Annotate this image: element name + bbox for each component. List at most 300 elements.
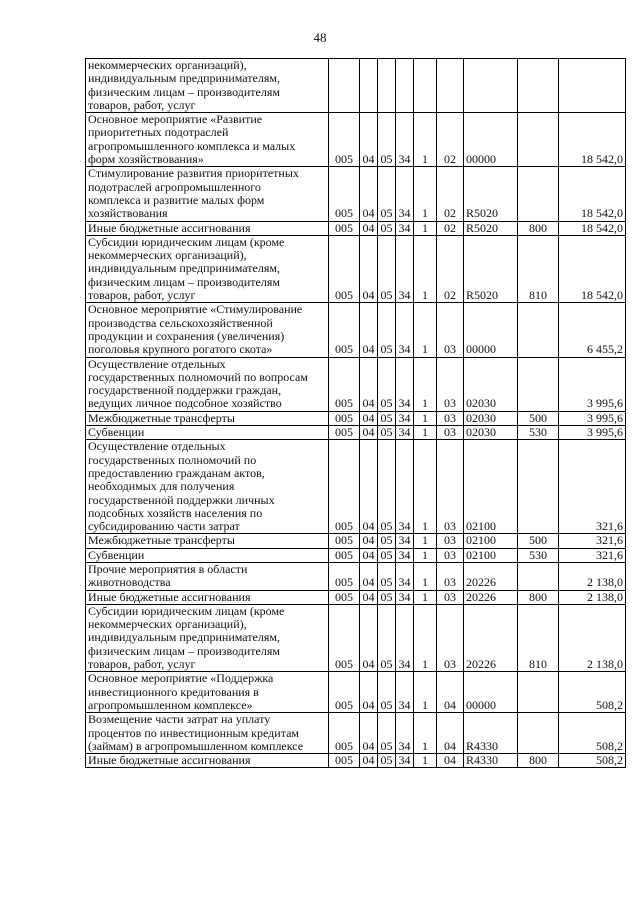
cell-direction-code-text: 00000: [466, 697, 496, 712]
cell-subsection-code: [378, 235, 396, 302]
cell-subprogram-code: [414, 303, 437, 357]
cell-direction-code: [464, 426, 518, 440]
cell-main-activity-code: [437, 411, 464, 425]
cell-main-activity-code-text: 03: [444, 342, 456, 357]
cell-subprogram-code-text: 1: [422, 396, 428, 411]
cell-main-activity-code: [437, 59, 464, 113]
cell-amount: [559, 562, 626, 590]
cell-subprogram-code: [414, 440, 437, 534]
cell-subprogram-code-text: 1: [422, 206, 428, 221]
cell-direction-code-text: 20226: [466, 657, 496, 672]
cell-subprogram-code-text: 1: [422, 657, 428, 672]
budget-table-body: [86, 59, 626, 768]
cell-admin-code-text: 005: [335, 533, 353, 548]
cell-direction-code: [464, 562, 518, 590]
cell-expense-type-code: [518, 411, 559, 425]
row-name-text: Субвенции: [88, 425, 145, 440]
cell-expense-type-code: [518, 590, 559, 604]
cell-subsection-code: [378, 590, 396, 604]
cell-direction-code: [464, 113, 518, 167]
cell-program-code: [396, 440, 414, 534]
cell-program-code-text: 34: [398, 533, 411, 548]
table-row: [86, 303, 626, 357]
cell-main-activity-code: [437, 672, 464, 713]
cell-section-code: [360, 113, 378, 167]
cell-main-activity-code: [437, 562, 464, 590]
cell-section-code: [360, 590, 378, 604]
cell-admin-code-text: 005: [335, 575, 353, 590]
cell-subsection-code: [378, 604, 396, 671]
cell-program-code-text: 34: [398, 738, 411, 753]
cell-amount: [559, 672, 626, 713]
cell-section-code: [360, 303, 378, 357]
cell-subsection-code-text: 05: [380, 342, 393, 357]
cell-program-code-text: 34: [398, 206, 411, 221]
cell-program-code: [396, 357, 414, 411]
cell-subprogram-code-text: 1: [422, 288, 428, 303]
cell-program-code: [396, 548, 414, 562]
cell-section-code: [360, 548, 378, 562]
budget-table: [85, 58, 626, 768]
row-name: [86, 604, 329, 671]
cell-expense-type-code-text: 810: [529, 288, 547, 303]
cell-expense-type-code: [518, 713, 559, 754]
cell-direction-code-text: 02030: [466, 410, 496, 425]
cell-program-code: [396, 534, 414, 548]
cell-subsection-code-text: 05: [380, 547, 393, 562]
row-name-text: Осуществление отдельных государственных полномочий по предоставлению гражданам актов, необходимых для получения государственной поддержки личных подсобных хозяйств населения по субсидированию части затрат: [88, 439, 275, 534]
cell-amount-text: 18 542,0: [581, 152, 623, 167]
cell-admin-code: [329, 440, 360, 534]
cell-admin-code: [329, 235, 360, 302]
cell-program-code: [396, 113, 414, 167]
cell-section-code-text: 04: [362, 425, 375, 440]
cell-subsection-code-text: 05: [380, 738, 393, 753]
cell-amount-text: 3 995,6: [587, 410, 623, 425]
cell-main-activity-code: [437, 534, 464, 548]
cell-subsection-code-text: 05: [380, 410, 393, 425]
cell-main-activity-code: [437, 426, 464, 440]
cell-direction-code-text: 00000: [466, 152, 496, 167]
cell-expense-type-code: [518, 167, 559, 221]
cell-direction-code: [464, 548, 518, 562]
cell-expense-type-code: [518, 604, 559, 671]
cell-amount-text: 508,2: [596, 738, 623, 753]
row-name: [86, 303, 329, 357]
cell-subprogram-code: [414, 534, 437, 548]
table-row: [86, 713, 626, 754]
cell-admin-code: [329, 113, 360, 167]
cell-expense-type-code-text: 800: [529, 589, 547, 604]
cell-admin-code: [329, 357, 360, 411]
cell-main-activity-code: [437, 754, 464, 768]
row-name: [86, 113, 329, 167]
cell-main-activity-code: [437, 167, 464, 221]
row-name: [86, 59, 329, 113]
cell-direction-code-text: R4330: [466, 753, 499, 768]
cell-program-code: [396, 562, 414, 590]
row-name-text: Прочие мероприятия в области животноводства: [88, 561, 248, 590]
cell-program-code-text: 34: [398, 396, 411, 411]
cell-main-activity-code: [437, 357, 464, 411]
cell-direction-code: [464, 604, 518, 671]
cell-program-code: [396, 235, 414, 302]
table-row: [86, 440, 626, 534]
row-name-text: Основное мероприятие «Поддержка инвестиционного кредитования в агропромышленном комплексе»: [88, 671, 274, 712]
cell-admin-code: [329, 754, 360, 768]
cell-admin-code-text: 005: [335, 589, 353, 604]
cell-program-code: [396, 167, 414, 221]
row-name: [86, 221, 329, 235]
cell-subprogram-code-text: 1: [422, 533, 428, 548]
cell-amount-text: 18 542,0: [581, 220, 623, 235]
cell-amount: [559, 713, 626, 754]
cell-subprogram-code: [414, 426, 437, 440]
cell-amount-text: 508,2: [596, 753, 623, 768]
cell-expense-type-code: [518, 221, 559, 235]
cell-subprogram-code: [414, 672, 437, 713]
cell-amount-text: 3 995,6: [587, 396, 623, 411]
cell-admin-code-text: 005: [335, 657, 353, 672]
cell-main-activity-code-text: 02: [444, 220, 456, 235]
cell-program-code: [396, 221, 414, 235]
cell-admin-code: [329, 548, 360, 562]
page-number: 48: [313, 30, 327, 45]
cell-expense-type-code-text: 800: [529, 753, 547, 768]
table-row: [86, 113, 626, 167]
cell-subprogram-code-text: 1: [422, 738, 428, 753]
cell-program-code-text: 34: [398, 152, 411, 167]
cell-amount: [559, 303, 626, 357]
cell-subprogram-code: [414, 411, 437, 425]
table-row: [86, 235, 626, 302]
cell-admin-code-text: 005: [335, 410, 353, 425]
cell-subsection-code: [378, 440, 396, 534]
cell-direction-code: [464, 590, 518, 604]
table-row: [86, 604, 626, 671]
cell-amount-text: 6 455,2: [587, 342, 623, 357]
cell-subprogram-code-text: 1: [422, 589, 428, 604]
cell-direction-code-text: R4330: [466, 738, 499, 753]
cell-amount-text: 2 138,0: [587, 575, 623, 590]
cell-expense-type-code: [518, 59, 559, 113]
cell-admin-code: [329, 562, 360, 590]
cell-program-code-text: 34: [398, 342, 411, 357]
cell-direction-code-text: 02030: [466, 396, 496, 411]
cell-main-activity-code: [437, 713, 464, 754]
cell-section-code-text: 04: [362, 288, 375, 303]
cell-subprogram-code-text: 1: [422, 753, 428, 768]
cell-program-code-text: 34: [398, 547, 411, 562]
cell-direction-code: [464, 221, 518, 235]
cell-direction-code-text: R5020: [466, 206, 499, 221]
cell-expense-type-code-text: 530: [529, 425, 547, 440]
cell-main-activity-code: [437, 548, 464, 562]
cell-subprogram-code: [414, 604, 437, 671]
cell-expense-type-code-text: 530: [529, 547, 547, 562]
cell-section-code-text: 04: [362, 753, 375, 768]
cell-admin-code-text: 005: [335, 342, 353, 357]
row-name-text: Межбюджетные трансферты: [88, 533, 235, 548]
cell-direction-code: [464, 440, 518, 534]
cell-subsection-code-text: 05: [380, 519, 393, 534]
cell-direction-code-text: 02100: [466, 519, 496, 534]
cell-amount: [559, 167, 626, 221]
cell-direction-code: [464, 754, 518, 768]
cell-section-code: [360, 221, 378, 235]
cell-program-code-text: 34: [398, 425, 411, 440]
cell-admin-code-text: 005: [335, 738, 353, 753]
cell-amount: [559, 221, 626, 235]
table-row: [86, 534, 626, 548]
row-name: [86, 411, 329, 425]
cell-subsection-code: [378, 754, 396, 768]
cell-direction-code: [464, 235, 518, 302]
cell-admin-code: [329, 590, 360, 604]
row-name-text: Субсидии юридическим лицам (кроме некоммерческих организаций), индивидуальным предпринимателям, физическим лицам – производителям товаров, работ, услуг: [88, 603, 285, 672]
cell-program-code-text: 34: [398, 697, 411, 712]
table-row: [86, 562, 626, 590]
cell-admin-code: [329, 713, 360, 754]
cell-direction-code: [464, 59, 518, 113]
table-row: [86, 548, 626, 562]
cell-admin-code-text: 005: [335, 206, 353, 221]
cell-admin-code: [329, 303, 360, 357]
cell-subsection-code-text: 05: [380, 753, 393, 768]
cell-subprogram-code: [414, 235, 437, 302]
cell-section-code: [360, 672, 378, 713]
cell-main-activity-code: [437, 590, 464, 604]
cell-subsection-code-text: 05: [380, 589, 393, 604]
cell-section-code: [360, 167, 378, 221]
cell-subsection-code-text: 05: [380, 220, 393, 235]
cell-amount: [559, 411, 626, 425]
cell-program-code: [396, 672, 414, 713]
cell-program-code: [396, 604, 414, 671]
cell-subprogram-code-text: 1: [422, 547, 428, 562]
cell-program-code-text: 34: [398, 410, 411, 425]
cell-section-code: [360, 440, 378, 534]
cell-main-activity-code-text: 03: [444, 547, 456, 562]
table-row: [86, 672, 626, 713]
cell-subsection-code: [378, 113, 396, 167]
row-name-text: Субсидии юридическим лицам (кроме некоммерческих организаций), индивидуальным предпринимателям, физическим лицам – производителям товаров, работ, услуг: [88, 234, 285, 303]
cell-section-code: [360, 59, 378, 113]
cell-main-activity-code-text: 03: [444, 533, 456, 548]
cell-main-activity-code: [437, 303, 464, 357]
cell-section-code-text: 04: [362, 152, 375, 167]
cell-section-code-text: 04: [362, 206, 375, 221]
cell-program-code-text: 34: [398, 753, 411, 768]
cell-program-code-text: 34: [398, 575, 411, 590]
cell-expense-type-code: [518, 754, 559, 768]
row-name-text: Иные бюджетные ассигнования: [88, 753, 251, 768]
cell-program-code: [396, 713, 414, 754]
cell-subprogram-code-text: 1: [422, 152, 428, 167]
cell-main-activity-code: [437, 440, 464, 534]
cell-admin-code-text: 005: [335, 220, 353, 235]
cell-subprogram-code: [414, 221, 437, 235]
row-name: [86, 534, 329, 548]
cell-subsection-code: [378, 303, 396, 357]
cell-admin-code: [329, 411, 360, 425]
cell-subprogram-code: [414, 113, 437, 167]
row-name-text: Иные бюджетные ассигнования: [88, 220, 251, 235]
row-name-text: Основное мероприятие «Развитие приоритетных подотраслей агропромышленного комплекса и малых форм хозяйствования»: [88, 112, 296, 167]
cell-program-code: [396, 411, 414, 425]
cell-direction-code-text: R5020: [466, 220, 499, 235]
cell-direction-code-text: 02030: [466, 425, 496, 440]
cell-amount: [559, 590, 626, 604]
cell-section-code-text: 04: [362, 396, 375, 411]
table-row: [86, 167, 626, 221]
row-name-text: Иные бюджетные ассигнования: [88, 589, 251, 604]
cell-subprogram-code-text: 1: [422, 220, 428, 235]
cell-program-code: [396, 303, 414, 357]
cell-admin-code-text: 005: [335, 425, 353, 440]
cell-amount-text: 2 138,0: [587, 589, 623, 604]
cell-subprogram-code-text: 1: [422, 410, 428, 425]
cell-main-activity-code: [437, 235, 464, 302]
table-row: [86, 590, 626, 604]
cell-section-code: [360, 754, 378, 768]
cell-expense-type-code-text: 810: [529, 657, 547, 672]
cell-subsection-code-text: 05: [380, 425, 393, 440]
row-name-text: Осуществление отдельных государственных полномочий по вопросам государственной поддержки граждан, ведущих личное подсобное хозяйство: [88, 356, 308, 411]
cell-main-activity-code-text: 03: [444, 410, 456, 425]
cell-section-code: [360, 713, 378, 754]
cell-subsection-code: [378, 59, 396, 113]
cell-subprogram-code: [414, 59, 437, 113]
cell-amount-text: 321,6: [596, 547, 623, 562]
cell-expense-type-code: [518, 548, 559, 562]
table-row: [86, 221, 626, 235]
cell-section-code-text: 04: [362, 342, 375, 357]
cell-main-activity-code-text: 03: [444, 575, 456, 590]
cell-amount-text: 18 542,0: [581, 206, 623, 221]
cell-subprogram-code-text: 1: [422, 342, 428, 357]
cell-admin-code-text: 005: [335, 753, 353, 768]
cell-subprogram-code: [414, 357, 437, 411]
cell-amount-text: 508,2: [596, 697, 623, 712]
cell-subprogram-code: [414, 754, 437, 768]
cell-main-activity-code-text: 04: [444, 697, 456, 712]
cell-expense-type-code: [518, 440, 559, 534]
cell-amount: [559, 235, 626, 302]
cell-subprogram-code: [414, 167, 437, 221]
row-name-text: Основное мероприятие «Стимулирование производства сельскохозяйственной продукции и сохранения (увеличения) поголовья крупного рогатого скота»: [88, 302, 303, 357]
cell-direction-code: [464, 672, 518, 713]
cell-expense-type-code: [518, 672, 559, 713]
cell-main-activity-code: [437, 221, 464, 235]
row-name: [86, 590, 329, 604]
cell-program-code-text: 34: [398, 220, 411, 235]
row-name: [86, 754, 329, 768]
cell-subsection-code: [378, 357, 396, 411]
cell-subsection-code: [378, 672, 396, 713]
cell-program-code-text: 34: [398, 657, 411, 672]
row-name: [86, 357, 329, 411]
cell-expense-type-code: [518, 303, 559, 357]
table-row: [86, 754, 626, 768]
cell-program-code-text: 34: [398, 288, 411, 303]
cell-subsection-code: [378, 221, 396, 235]
cell-main-activity-code: [437, 604, 464, 671]
cell-section-code-text: 04: [362, 697, 375, 712]
cell-subprogram-code: [414, 562, 437, 590]
cell-subsection-code-text: 05: [380, 657, 393, 672]
row-name-text: Стимулирование развития приоритетных подотраслей агропромышленного комплекса и развитие малых форм хозяйствования: [88, 166, 299, 221]
cell-subsection-code: [378, 548, 396, 562]
cell-admin-code-text: 005: [335, 288, 353, 303]
cell-program-code-text: 34: [398, 589, 411, 604]
cell-main-activity-code-text: 03: [444, 657, 456, 672]
cell-admin-code-text: 005: [335, 152, 353, 167]
cell-program-code: [396, 754, 414, 768]
cell-admin-code-text: 005: [335, 396, 353, 411]
cell-main-activity-code: [437, 113, 464, 167]
row-name-text: Возмещение части затрат на уплату процентов по инвестиционным кредитам (займам) в агропромышленном комплексе: [88, 712, 304, 753]
cell-section-code-text: 04: [362, 220, 375, 235]
row-name: [86, 562, 329, 590]
row-name: [86, 548, 329, 562]
cell-direction-code-text: 20226: [466, 575, 496, 590]
cell-admin-code: [329, 672, 360, 713]
cell-expense-type-code-text: 800: [529, 220, 547, 235]
cell-main-activity-code-text: 04: [444, 753, 456, 768]
cell-main-activity-code-text: 03: [444, 589, 456, 604]
cell-amount-text: 3 995,6: [587, 425, 623, 440]
cell-section-code: [360, 426, 378, 440]
cell-expense-type-code: [518, 357, 559, 411]
cell-main-activity-code-text: 02: [444, 288, 456, 303]
cell-section-code-text: 04: [362, 738, 375, 753]
cell-expense-type-code: [518, 534, 559, 548]
cell-direction-code-text: 02100: [466, 533, 496, 548]
cell-section-code-text: 04: [362, 589, 375, 604]
cell-subsection-code-text: 05: [380, 533, 393, 548]
table-row: [86, 411, 626, 425]
cell-amount: [559, 426, 626, 440]
cell-main-activity-code-text: 03: [444, 519, 456, 534]
cell-section-code-text: 04: [362, 547, 375, 562]
cell-direction-code: [464, 411, 518, 425]
cell-direction-code: [464, 713, 518, 754]
cell-main-activity-code-text: 04: [444, 738, 456, 753]
cell-amount: [559, 59, 626, 113]
cell-expense-type-code-text: 500: [529, 533, 547, 548]
table-row: [86, 426, 626, 440]
cell-direction-code-text: 02100: [466, 547, 496, 562]
cell-subsection-code: [378, 534, 396, 548]
cell-amount-text: 321,6: [596, 519, 623, 534]
cell-subsection-code-text: 05: [380, 288, 393, 303]
cell-subsection-code: [378, 713, 396, 754]
cell-admin-code: [329, 534, 360, 548]
cell-direction-code-text: R5020: [466, 288, 499, 303]
cell-subsection-code: [378, 411, 396, 425]
cell-amount: [559, 357, 626, 411]
cell-subsection-code: [378, 426, 396, 440]
cell-section-code-text: 04: [362, 519, 375, 534]
row-name: [86, 426, 329, 440]
cell-program-code-text: 34: [398, 519, 411, 534]
cell-amount: [559, 534, 626, 548]
cell-direction-code: [464, 357, 518, 411]
cell-subprogram-code: [414, 548, 437, 562]
cell-subsection-code-text: 05: [380, 152, 393, 167]
cell-subsection-code: [378, 167, 396, 221]
